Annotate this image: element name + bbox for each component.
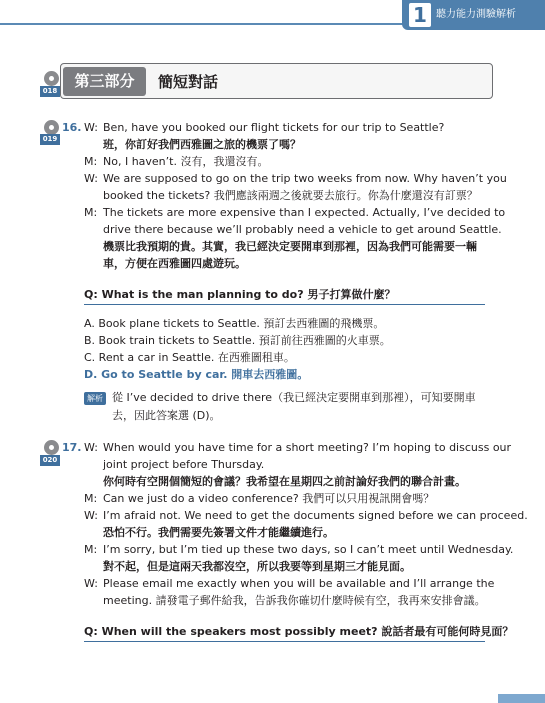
dialogue-line: The tickets are more expensive than I expected. Actually, I’ve decided to (103, 206, 506, 219)
dialogue-line: Ben, have you booked our flight tickets for our trip to Seattle? (103, 121, 445, 134)
dialogue-line: 恐怕不行。我們需要先簽署文件才能繼續進行。 (103, 526, 334, 539)
section-label: 第三部分 (63, 67, 146, 96)
speaker-label: W: (84, 441, 98, 454)
audio-disc-icon[interactable] (44, 120, 59, 135)
dialogue-line: meeting. 請發電子郵件給我，告訴我你確切什麼時候有空，我再來安排會議。 (103, 594, 486, 607)
audio-disc-icon[interactable] (44, 440, 59, 455)
dialogue-line: 機票比我預期的貴。其實，我已經決定要開車到那裡，因為我們可能需要一輛 (103, 240, 477, 253)
question-text: Q: What is the man planning to do? 男子打算做什麼？ (84, 288, 396, 301)
section-title: 簡短對話 (158, 73, 219, 91)
option-c: C. Rent a car in Seattle. 在西雅圖租車。 (84, 351, 295, 364)
dialogue-line: No, I haven’t. 沒有，我還沒有。 (103, 155, 269, 168)
dialogue-line: 你何時有空開個簡短的會議？我希望在星期四之前討論好我們的聯合計畫。 (103, 475, 466, 488)
dialogue-line: booked the tickets? 我們應該兩週之後就要去旅行。你為什麼還沒有訂票？ (103, 189, 478, 202)
question-underline (84, 641, 485, 642)
speaker-label: M: (84, 543, 98, 556)
speaker-label: W: (84, 172, 98, 185)
track-number: 020 (40, 455, 60, 466)
chapter-title: 聽力能力測驗解析 (436, 9, 516, 20)
dialogue-line: 車，方便在西雅圖四處遊玩。 (103, 257, 246, 270)
dialogue-line: Can we just do a video conference? 我們可以只用視訊開會嗎？ (103, 492, 435, 505)
track-number: 018 (40, 86, 60, 97)
dialogue-line: Please email me exactly when you will be available and I’ll arrange the (103, 577, 495, 590)
dialogue-line: 班，你訂好我們西雅圖之旅的機票了嗎？ (103, 138, 301, 151)
speaker-label: W: (84, 121, 98, 134)
dialogue-line: I’m afraid not. We need to get the documents signed before we can proceed. (103, 509, 528, 522)
dialogue-line: I’m sorry, but I’m tied up these two days, so I can’t meet until Wednesday. (103, 543, 514, 556)
speaker-label: M: (84, 206, 98, 219)
speaker-label: W: (84, 577, 98, 590)
explanation-text: 去，因此答案選 (D)。 (112, 409, 221, 422)
speaker-label: W: (84, 509, 98, 522)
dialogue-line: We are supposed to go on the trip two weeks from now. Why haven’t you (103, 172, 507, 185)
question-number: 17. (62, 441, 82, 454)
speaker-label: M: (84, 155, 98, 168)
speaker-label: M: (84, 492, 98, 505)
dialogue-line: drive there because we’ll probably need a vehicle to get around Seattle. (103, 223, 502, 236)
explanation-text: 從 I’ve decided to drive there（我已經決定要開車到那裡），可知要開車 (112, 391, 476, 404)
audio-disc-icon[interactable] (44, 71, 59, 86)
explanation-badge: 解析 (84, 392, 106, 405)
track-number: 019 (40, 134, 60, 145)
dialogue-line: 對不起，但是這兩天我都沒空，所以我要等到星期三才能見面。 (103, 560, 411, 573)
chapter-number: 1 (409, 3, 431, 27)
option-b: B. Book train tickets to Seattle. 預訂前往西雅圖的火車票。 (84, 334, 391, 347)
question-text: Q: When will the speakers most possibly meet? 說話者最有可能何時見面？ (84, 625, 514, 638)
dialogue-line: When would you have time for a short meeting? I’m hoping to discuss our (103, 441, 512, 454)
dialogue-line: joint project before Thursday. (103, 458, 265, 471)
question-underline (84, 304, 485, 305)
question-number: 16. (62, 121, 82, 134)
option-d-correct: D. Go to Seattle by car. 開車去西雅圖。 (84, 368, 309, 381)
option-a: A. Book plane tickets to Seattle. 預訂去西雅圖的飛機票。 (84, 317, 385, 330)
footer-tab (498, 694, 545, 703)
